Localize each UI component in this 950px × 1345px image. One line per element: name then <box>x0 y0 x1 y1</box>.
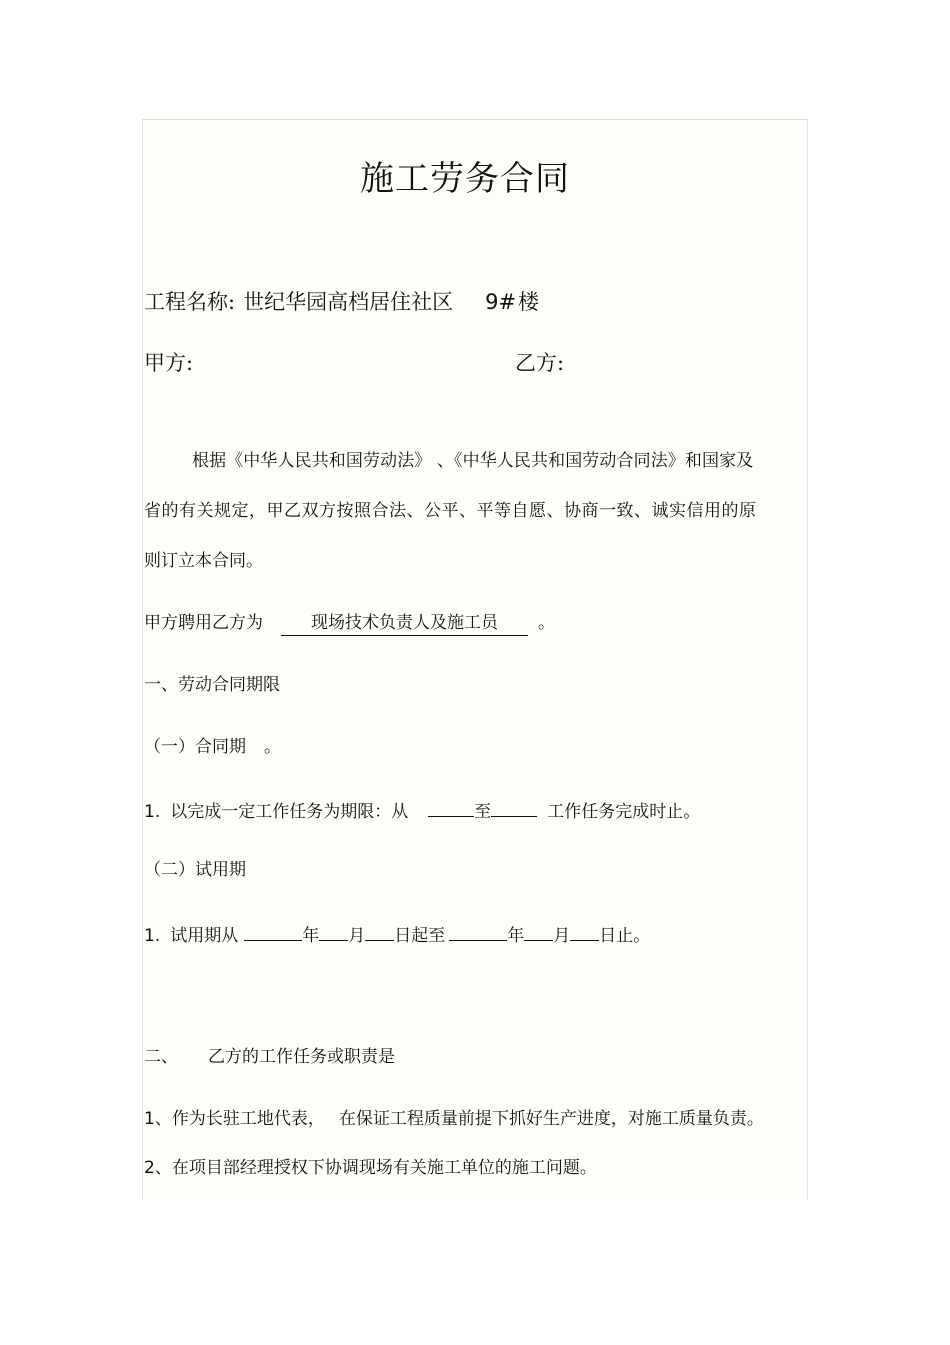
document-title: 施工劳务合同 <box>360 159 570 199</box>
hire-position: 现场技术负责人及施工员 <box>281 613 528 636</box>
section-2-number: 二、 <box>144 1047 178 1067</box>
probation-heading: （二）试用期 <box>144 860 246 880</box>
item-number: 1. <box>144 802 161 822</box>
duty-item-2-text: 、在项目部经理授权下协调现场有关施工单位的施工问题。 <box>154 1158 597 1178</box>
preamble-line-1: 根据《中华人民共和国劳动法》 、《中华人民共和国劳动合同法》和国家及 <box>192 451 754 471</box>
contract-period-suffix: 。 <box>264 737 281 757</box>
preamble-line-2: 省的有关规定，甲乙双方按照合法、公平、平等自愿、协商一致、诚实信用的原 <box>144 501 757 521</box>
probation-prefix: 试用期从 <box>170 926 239 946</box>
section-2-heading <box>144 1049 395 1066</box>
day-end-label: 日止。 <box>599 926 651 946</box>
start-year-blank <box>244 925 302 941</box>
task-term-line <box>144 801 700 821</box>
start-month-blank <box>319 925 348 941</box>
hire-prefix: 甲方聘用乙方为 <box>144 613 263 633</box>
item-number: 2 <box>144 1158 155 1178</box>
year-label: 年 <box>507 926 525 946</box>
preamble-line-3: 则订立本合同。 <box>144 551 263 571</box>
building-number: 9# <box>485 290 517 314</box>
duty-item-2 <box>144 1160 597 1177</box>
start-blank <box>428 801 474 817</box>
project-label: 工程名称: <box>144 290 236 314</box>
day-from-label: 日起至 <box>394 926 446 946</box>
hire-suffix: 。 <box>538 613 555 633</box>
end-year-blank <box>449 925 507 941</box>
duty-item-1 <box>144 1111 764 1128</box>
contract-period-line <box>144 739 281 756</box>
project-name: 世纪华园高档居住社区 <box>243 290 454 314</box>
party-a-label: 甲方: <box>144 351 194 375</box>
duty-item-1-text-cont: 在保证工程质量前提下抓好生产进度，对施工质量负责。 <box>338 1109 764 1129</box>
party-b-label: 乙方: <box>515 351 565 375</box>
item-number: 1. <box>144 926 161 946</box>
month-label: 月 <box>553 926 571 946</box>
section-1-heading: 一、劳动合同期限 <box>144 675 280 695</box>
end-blank <box>491 801 537 817</box>
month-label: 月 <box>348 926 366 946</box>
hire-line <box>144 615 555 632</box>
building-suffix: 楼 <box>518 290 540 314</box>
task-term-end: 工作任务完成时止。 <box>547 802 701 822</box>
contract-period-label: （一）合同期 <box>144 737 246 757</box>
year-label: 年 <box>302 926 320 946</box>
project-line <box>144 292 539 313</box>
document-page <box>142 119 808 1200</box>
item-number: 1 <box>144 1109 155 1129</box>
task-term-text: 以完成一定工作任务为期限：从 <box>170 802 409 822</box>
section-2-title: 乙方的工作任务或职责是 <box>208 1047 395 1067</box>
end-day-blank <box>570 925 599 941</box>
probation-line <box>144 925 650 945</box>
duty-item-1-text: 、作为长驻工地代表， <box>154 1109 325 1129</box>
to-label: 至 <box>474 802 492 822</box>
start-day-blank <box>365 925 394 941</box>
end-month-blank <box>524 925 553 941</box>
